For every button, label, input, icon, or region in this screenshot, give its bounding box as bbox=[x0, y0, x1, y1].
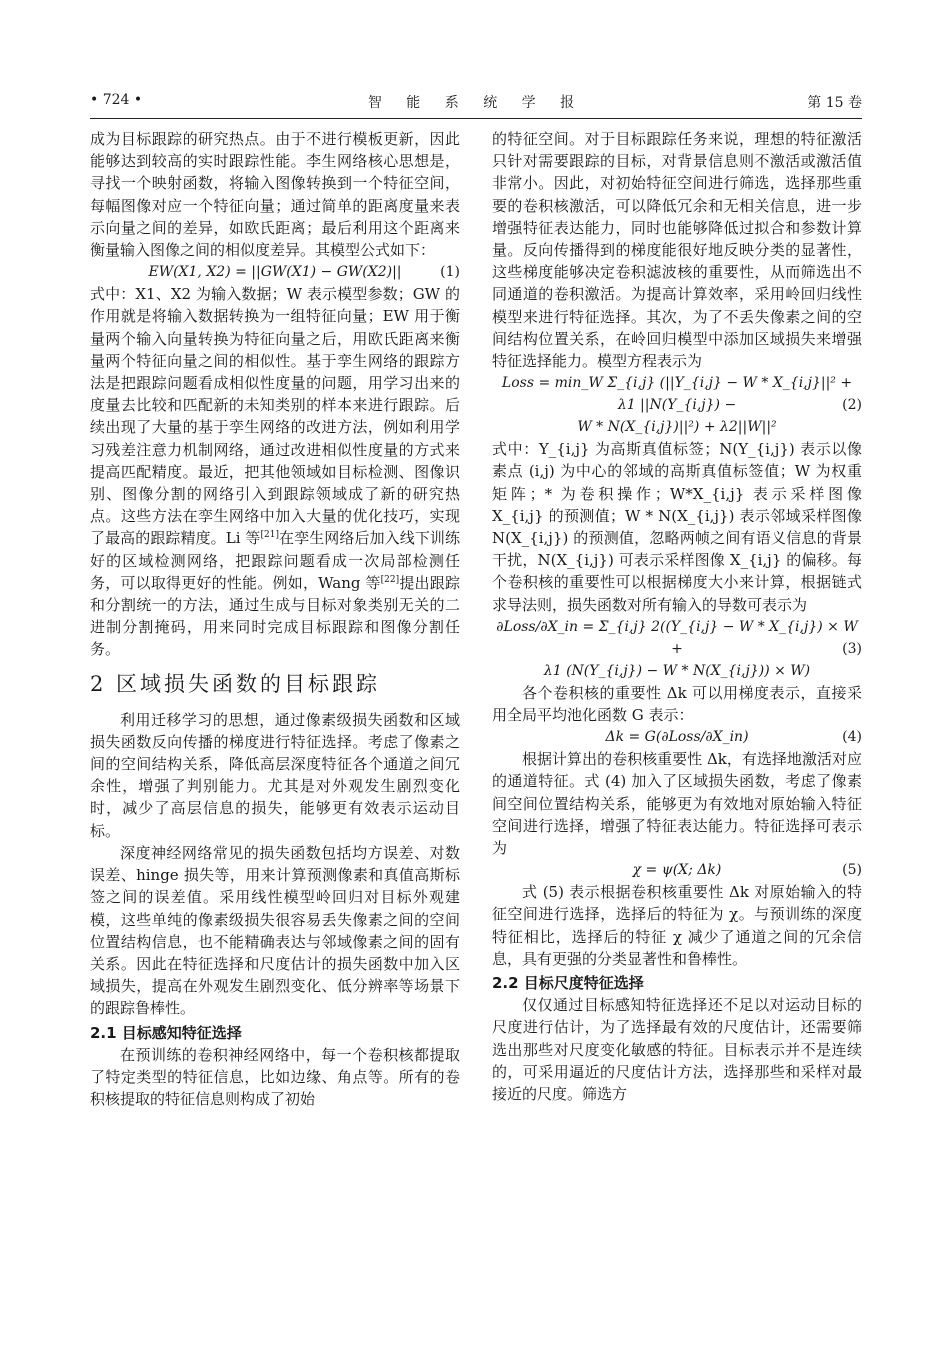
right-column bbox=[492, 128, 862, 1105]
equation-5 bbox=[492, 859, 862, 881]
paragraph: 利用迁移学习的思想，通过像素级损失函数和区域损失函数反向传播的梯度进行特征选择。考虑了像素之间的空间结构关系，降低高层深度特征各个通道之间冗余性，增强了判别能力。尤其是对外观发生剧烈变化时，减少了高层信息的损失，能够更有效表示运动目标。 bbox=[90, 710, 460, 840]
equation-number: (1) bbox=[440, 264, 460, 281]
paragraph: 成为目标跟踪的研究热点。由于不进行模板更新，因此能够达到较高的实时跟踪性能。李生网络核心思想是，寻找一个映射函数，将输入图像转换到一个特征空间，每幅图像对应一个特征向量；通过简单的距离度量来表示向量之间的差异，如欧氏距离；最后利用这个距离来衡量输入图像之间的相似度差异。其模型公式如下： bbox=[90, 130, 460, 260]
paragraph-text: 在孪生网络后加入线下训练好的区域检测网络，把跟踪问题看成一次局部检测任务，可以取得更好的性能。例如，Wang 等 bbox=[90, 529, 460, 592]
equation-1 bbox=[90, 261, 460, 283]
paragraph: 式中：Y_{i,j} 为高斯真值标签；N(Y_{i,j}) 表示以像素点 (i,j) 为中心的邻域的高斯真值标签值；W 为权重矩阵；* 为卷积操作；W*X_{i,j} 表示采样图像 X_{i,j} 的预测值；W * N(X_{i,j}) 表示邻域采样图像 N(X_{i,j}) 的预测值，忽略两帧之间有语义信息的背景干扰，N(X_{i,j}) 可表示采样图像 X_{i,j} 的偏移。每个卷积核的重要性可以根据梯度大小来计算，根据链式求导法则，损失函数对所有输入的导数可表示为 bbox=[492, 440, 862, 614]
equation-body: Δk = G(∂Loss/∂X_in) bbox=[605, 729, 749, 746]
paragraph: 深度神经网络常见的损失函数包括均方误差、对数误差、hinge 损失等，用来计算预测像素和真值高斯标签之间的误差值。采用线性模型岭回归对目标外观建模，这些单纯的像素级损失很容易丢失像素之间的空间位置结构信息，也不能精确表达与邻域像素之间的固有关系。因此在特征选择和尺度估计的损失函数中加入区域损失，提高在外观发生剧烈变化、低分辨率等场景下的跟踪鲁棒性。 bbox=[90, 843, 460, 1018]
equation-line: Loss = min_W Σ_{i,j} (||Y_{i,j} − W * X_{i,j}||² + λ1 ||N(Y_{i,j}) − bbox=[501, 375, 853, 414]
page-number: • 724 • bbox=[90, 92, 143, 108]
paragraph: 式 (5) 表示根据卷积核重要性 Δk 对原始输入的特征空间进行选择，选择后的特征为 χ。与预训练的深度特征相比，选择后的特征 χ 减少了通道之间的冗余信息，具有更强的分类显著性和鲁棒性。 bbox=[492, 883, 862, 968]
equation-2 bbox=[492, 372, 862, 438]
paragraph: 各个卷积核的重要性 Δk 可以用梯度表示，直接采用全局平均池化函数 G 表示： bbox=[492, 683, 862, 725]
equation-3 bbox=[492, 616, 862, 682]
equation-number: (5) bbox=[842, 862, 862, 879]
journal-name: 智 能 系 统 学 报 bbox=[367, 95, 585, 111]
running-header bbox=[90, 92, 862, 114]
equation-number: (2) bbox=[842, 397, 862, 414]
section-heading: 2 区域损失函数的目标跟踪 bbox=[90, 671, 381, 696]
equation-body: χ = ψ(X; Δk) bbox=[632, 862, 722, 879]
subsection-heading: 2.2 目标尺度特征选择 bbox=[492, 974, 644, 993]
citation: [21] bbox=[260, 530, 279, 541]
equation-line: λ1 (N(Y_{i,j}) − W * N(X_{i,j})) × W) bbox=[543, 662, 811, 679]
equation-line: W * N(X_{i,j})||²) + λ2||W||² bbox=[577, 419, 777, 436]
volume-label: 第 15 卷 bbox=[807, 95, 862, 111]
paragraph-text: 式中：X1、X2 为输入数据；W 表示模型参数；GW 的作用就是将输入数据转换为一组特征向量；EW 用于衡量两个输入向量转换为特征向量之后，用欧氏距离来衡量两个特征向量之间的相似性。基于孪生网络的跟踪方法是把跟踪问题看成相似性度量的问题，用学习出来的度量去比较和匹配新的未知类别的样本来进行跟踪。后续出现了大量的基于孪生网络的改进方法，例如利用学习残差注意力机制网络，通过改进相似性度量的方式来提高匹配精度。最近，把其他领域如目标检测、图像识别、图像分割的网络引入到跟踪领域成了新的研究热点。这些方法在孪生网络中加入大量的优化技巧，实现了最高的跟踪精度。Li 等 bbox=[90, 285, 460, 548]
equation-body: EW(X1, X2) = ||GW(X1) − GW(X2)|| bbox=[148, 264, 402, 281]
paragraph: 在预训练的卷积神经网络中，每一个卷积核都提取了特定类型的特征信息，比如边缘、角点等。所有的卷积核提取的特征信息则构成了初始 bbox=[90, 1045, 460, 1108]
equation-4 bbox=[492, 726, 862, 748]
paragraph: 的特征空间。对于目标跟踪任务来说，理想的特征激活只针对需要跟踪的目标，对背景信息则不激活或激活值非常小。因此，对初始特征空间进行筛选，选择那些重要的卷积核激活，可以降低冗余和无相关信息，进一步增强特征表达能力，同时也能够降低过拟合和参数计算量。反向传播得到的梯度能很好地反映分类的显著性，这些梯度能够决定卷积滤波核的重要性，从而筛选出不同通道的卷积激活。为提高计算效率，采用岭回归线性模型来进行特征选择。其次，为了不丢失像素之间的空间结构位置关系，在岭回归模型中添加区域损失来增强特征选择能力。模型方程表示为 bbox=[492, 130, 862, 371]
left-column bbox=[90, 128, 460, 1110]
subsection-heading: 2.1 目标感知特征选择 bbox=[90, 1023, 242, 1042]
paragraph-text: 提出跟踪和分割统一的方法，通过生成与目标对象类别无关的二进制分割掩码，用来同时完成目标跟踪和图像分割任务。 bbox=[90, 573, 460, 659]
equation-line: ∂Loss/∂X_in = Σ_{i,j} 2((Y_{i,j} − W * X_{i,j}) × W + bbox=[496, 618, 858, 657]
header-rule bbox=[90, 118, 862, 119]
paragraph: 仅仅通过目标感知特征选择还不足以对运动目标的尺度进行估计，为了选择最有效的尺度估计，还需要筛选出那些对尺度变化敏感的特征。目标表示并不是连续的，可采用逼近的尺度估计方法，选择那些和采样对最接近的尺度。筛选方 bbox=[492, 996, 862, 1103]
paragraph bbox=[90, 283, 460, 660]
citation: [22] bbox=[380, 574, 400, 585]
equation-number: (4) bbox=[842, 729, 862, 746]
paragraph: 根据计算出的卷积核重要性 Δk，有选择地激活对应的通道特征。式 (4) 加入了区域损失函数，考虑了像素间空间位置结构关系，能够更为有效地对原始输入特征空间进行选择，增强了特征表达能力。特征选择可表示为 bbox=[492, 750, 862, 858]
equation-number: (3) bbox=[842, 640, 862, 657]
